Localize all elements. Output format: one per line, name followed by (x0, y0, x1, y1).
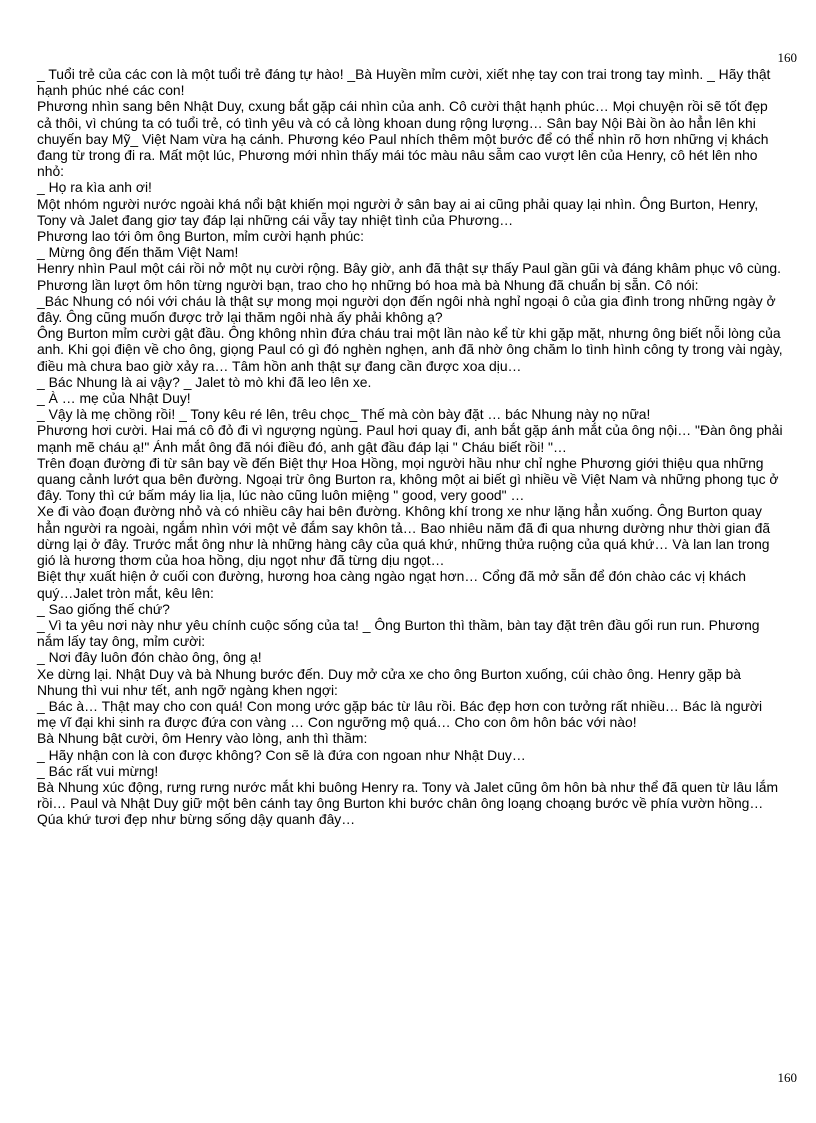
paragraph: Phương lần lượt ôm hôn từng người bạn, trao cho họ những bó hoa mà bà Nhung đã chuẩn bị sẵn. Cô nói: (37, 276, 699, 293)
paragraph: Ông Burton mỉm cười gật đầu. Ông không nhìn đứa cháu trai một lần nào kể từ khi gặp mặt, nhưng ông biết nỗi lòng của anh. Khi gọi điện về cho ông, giọng Paul có gì đó nghèn nghẹn, anh đã nhờ ông chăm lo tình hình công ty trong vài ngày, điều mà chưa bao giờ xảy ra… Tâm hồn anh thật sự đang cần được xoa dịu… (37, 325, 783, 374)
paragraph: Phương nhìn sang bên Nhật Duy, cxung bắt gặp cái nhìn của anh. Cô cười thật hạnh phúc… Mọi chuyện rồi sẽ tốt đẹp cả thôi, vì chúng ta có tuổi trẻ, có tình yêu và có cả lòng khoan dung rộng lượng… Sân bay Nội Bài ồn ào hẳn lên khi chuyến bay Mỹ_ Việt Nam vừa hạ cánh. Phương kéo Paul nhích thêm một bước để có thể nhìn rõ hơn những vị khách đang từ trong đi ra. Mất một lúc, Phương mới nhìn thấy mái tóc màu nâu sẫm cao vượt lên của Henry, cô hét lên nho nhỏ: (37, 98, 769, 180)
paragraph: Phương hơi cười. Hai má cô đỏ đi vì ngượng ngùng. Paul hơi quay đi, anh bắt gặp ánh mắt của ông nội… "Đàn ông phải mạnh mẽ cháu ạ!" Ánh mắt ông đã nói điều đó, anh gật đầu đáp lại " Cháu biết rồi! "… (37, 422, 783, 455)
paragraph: _ Họ ra kìa anh ơi! (37, 179, 152, 196)
paragraph: _ À … mẹ của Nhật Duy! (37, 390, 191, 407)
paragraph: _ Hãy nhận con là con được không? Con sẽ là đứa con ngoan như Nhật Duy… (37, 746, 526, 763)
paragraph: _ Vậy là mẹ chồng rồi! _ Tony kêu ré lên, trêu chọc_ Thế mà còn bày đặt … bác Nhung này nọ nữa! (37, 406, 651, 423)
paragraph: _ Mừng ông đến thăm Việt Nam! (37, 244, 239, 261)
page-number-top: 160 (777, 50, 797, 65)
paragraph: _ Sao giống thế chứ? (37, 600, 170, 617)
paragraph: _ Bác à… Thật may cho con quá! Con mong ước gặp bác từ lâu rồi. Bác đẹp hơn con tưởng rất nhiều… Bác là người mẹ vĩ đại khi sinh ra được đứa con vàng … Con ngưỡng mộ quá… Cho con ôm hôn bác với nào! (37, 697, 763, 731)
paragraph: _ Tuổi trẻ của các con là một tuổi trẻ đáng tự hào! _Bà Huyền mỉm cười, xiết nhẹ tay con trai trong tay mình. _ Hãy thật hạnh phúc nhé các con! (37, 66, 771, 99)
page-number-bottom: 160 (777, 1070, 797, 1085)
paragraph: _ Vì ta yêu nơi này như yêu chính cuộc sống của ta! _ Ông Burton thì thầm, bàn tay đặt trên đầu gối run run. Phương nắm lấy tay ông, mỉm cười: (37, 616, 760, 650)
paragraph: Henry nhìn Paul một cái rồi nở một nụ cười rộng. Bây giờ, anh đã thật sự thấy Paul gần gũi và đáng khâm phục vô cùng. (37, 260, 781, 277)
paragraph: Bà Nhung xúc động, rưng rưng nước mắt khi buông Henry ra. Tony và Jalet cũng ôm hôn bà như thể đã quen từ lâu lắm rồi… Paul và Nhật Duy giữ một bên cánh tay ông Burton khi bước chân ông loạng choạng bước về phía vườn hồng… Qúa khứ tươi đẹp như bừng sống dậy quanh đây… (37, 778, 779, 828)
paragraph: Trên đoạn đường đi từ sân bay về đến Biệt thự Hoa Hồng, mọi người hầu như chỉ nghe Phương giới thiệu qua những quang cảnh lướt qua bên đường. Ngoại trừ ông Burton ra, không một ai biết gì nhiều về Việt Nam và những phong tục ở đây. Tony thì cứ bấm máy lia lịa, lúc nào cũng luôn miệng " good, very good" … (37, 454, 779, 504)
paragraph: _ Bác Nhung là ai vậy? _ Jalet tò mò khi đã leo lên xe. (37, 373, 372, 390)
paragraph: Một nhóm người nước ngoài khá nổi bật khiến mọi người ở sân bay ai ai cũng phải quay lại nhìn. Ông Burton, Henry, Tony và Jalet đang giơ tay đáp lại những cái vẫy tay nhiệt tình của Phương… (37, 195, 759, 228)
body-text (37, 66, 785, 828)
paragraph: Biệt thự xuất hiện ở cuối con đường, hương hoa càng ngào ngạt hơn… Cổng đã mở sẵn để đón chào các vị khách quý…Jalet tròn mắt, kêu lên: (37, 568, 746, 601)
paragraph: _ Bác rất vui mừng! (37, 762, 159, 779)
paragraph: Phương lao tới ôm ông Burton, mỉm cười hạnh phúc: (37, 228, 364, 245)
paragraph: Xe đi vào đoạn đường nhỏ và có nhiều cây hai bên đường. Không khí trong xe như lặng hẳn xuống. Ông Burton quay hẳn người ra ngoài, ngắm nhìn với một vẻ đắm say khôn tả… Bao nhiêu năm đã đi qua nhưng dường như thời gian đã dừng lại ở đây. Trước mắt ông như là những hàng cây của quá khứ, những thửa ruộng của quá khứ… Và lan lan trong gió là hương thơm của hoa hồng, dịu ngọt như đã từng dịu ngọt… (37, 503, 771, 569)
paragraph: _ Nơi đây luôn đón chào ông, ông ạ! (37, 649, 262, 666)
paragraph: Bà Nhung bật cười, ôm Henry vào lòng, anh thì thầm: (37, 730, 368, 747)
paragraph: _Bác Nhung có nói với cháu là thật sự mong mọi người dọn đến ngôi nhà nghỉ ngoại ô của gia đình trong những ngày ở đây. Ông cũng muốn được trở lại thăm ngôi nhà ấy phải không ạ? (37, 292, 776, 326)
paragraph: Xe dừng lại. Nhật Duy và bà Nhung bước đến. Duy mở cửa xe cho ông Burton xuống, cúi chào ông. Henry gặp bà Nhung thì vui như tết, anh ngỡ ngàng khen ngợi: (37, 665, 742, 698)
